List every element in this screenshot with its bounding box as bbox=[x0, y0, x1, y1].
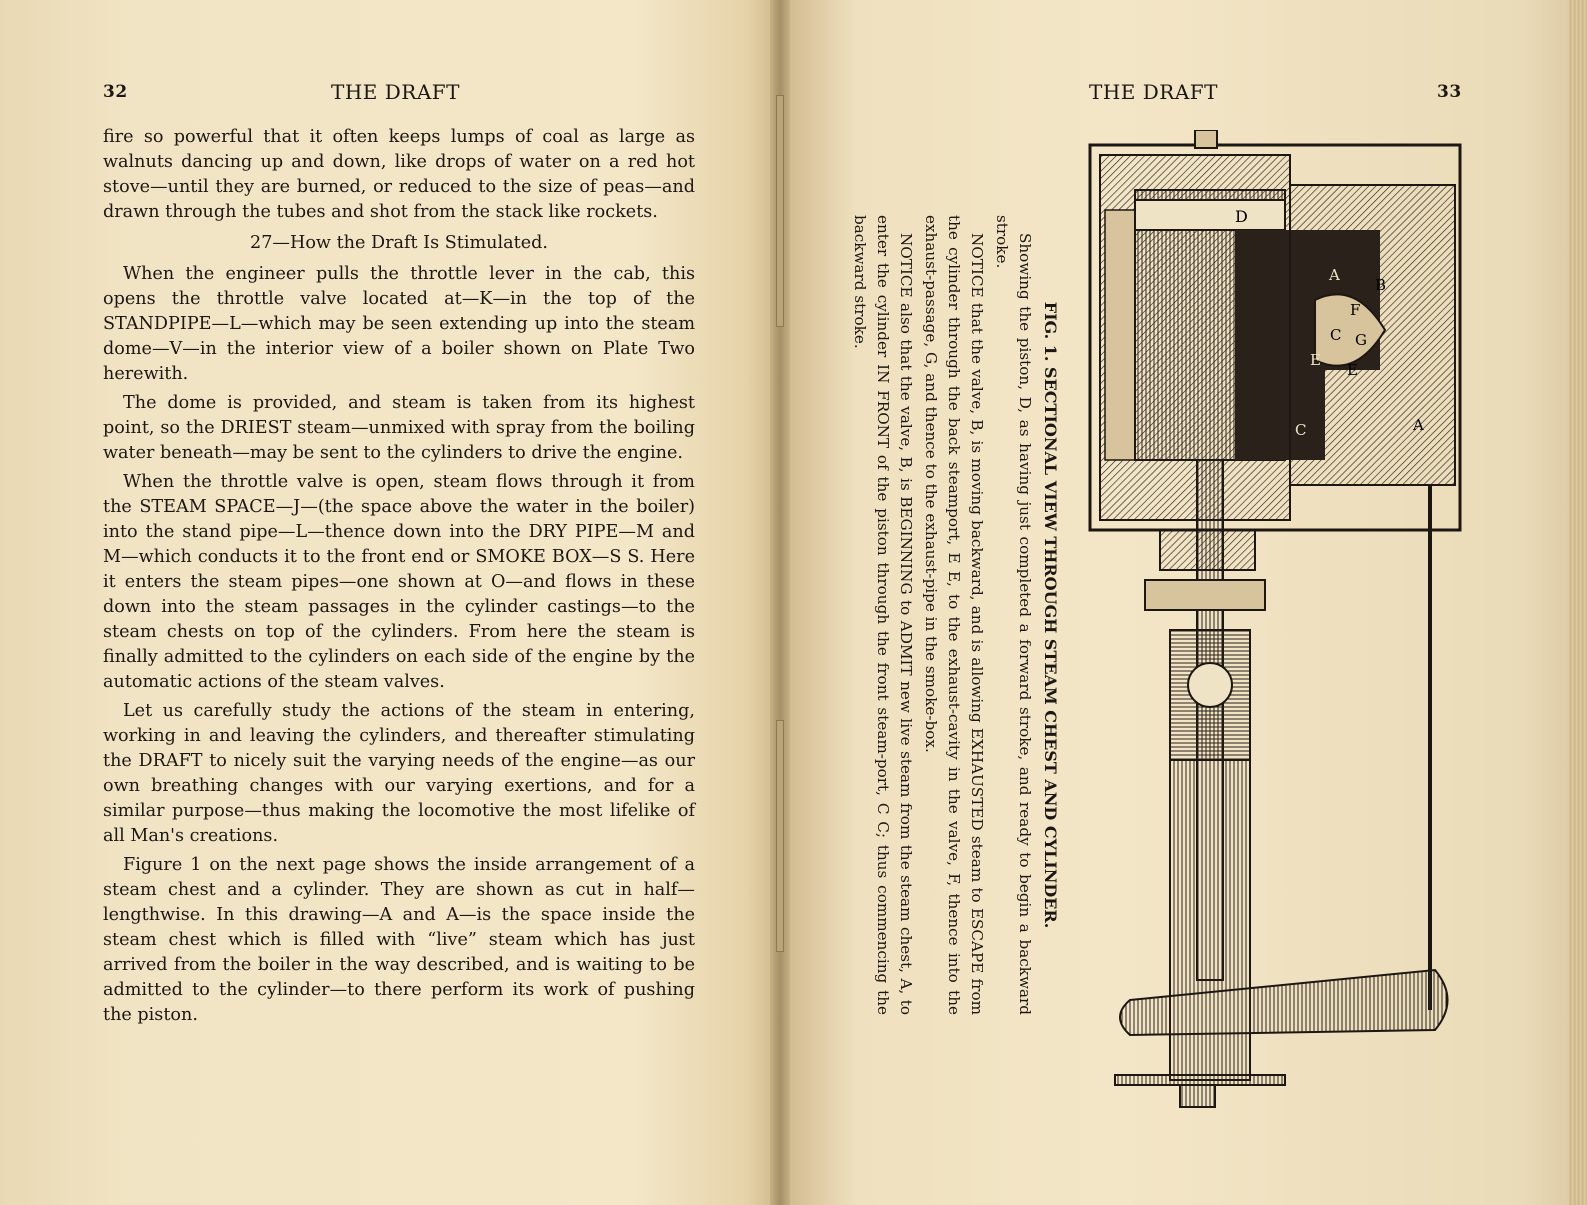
page-edge bbox=[1569, 0, 1587, 1205]
label-g: G bbox=[1355, 331, 1367, 349]
label-e2: E bbox=[1347, 361, 1358, 379]
label-b: B bbox=[1375, 276, 1387, 294]
paragraph: Figure 1 on the next page shows the inside arrangement of a steam chest and a cylinder. They are shown as cut in half—lengthwise. In this drawing—A and A—is the space inside the steam chest which is filled with “live” steam which has just arrived from the boiler in the way described, and is waiting to be admitted to the cylinder—to there perform its work of pushing the piston. bbox=[103, 855, 695, 1025]
running-title-right: THE DRAFT bbox=[1089, 80, 1218, 104]
section-heading: 27—How the Draft Is Stimulated. bbox=[250, 233, 548, 253]
paragraph: The dome is provided, and steam is taken from its highest point, so the DRIEST steam—unmixed with spray from the boiling water beneath—may be sent to the cylinders to drive the engine. bbox=[103, 393, 695, 463]
caption-line: NOTICE that the valve, B, is moving backward, and is allowing EXHAUSTED steam to ESCAPE from the cylinder through the back steamport, E E, to the exhaust-cavity in the valve, F, thence into the exhaust-passage, G, and thence to the exhaust-pipe in the smoke-box. bbox=[922, 215, 986, 1015]
binding-staple-bottom bbox=[776, 720, 784, 952]
paragraph: Let us carefully study the actions of the steam in entering, working in and leaving the cylinders, and thereafter stimulating the DRAFT to nicely suit the varying needs of the engine—as our own breathing changes with our varying exertions, and for a similar purpose—thus making the locomotive the most lifelike of all Man's creations. bbox=[103, 701, 695, 846]
steam-chest-cylinder-diagram bbox=[1085, 130, 1465, 1110]
page-number-right: 33 bbox=[1437, 82, 1462, 102]
label-f: F bbox=[1350, 301, 1361, 319]
body-text bbox=[103, 125, 695, 1032]
binding-staple-top bbox=[776, 95, 784, 327]
label-c2: C bbox=[1295, 421, 1307, 439]
paragraph: When the engineer pulls the throttle lever in the cab, this opens the throttle valve located at—K—in the top of the STANDPIPE—L—which may be seen extending up into the steam dome—V—in the interior view of a boiler shown on Plate Two herewith. bbox=[103, 264, 695, 384]
paragraph: fire so powerful that it often keeps lumps of coal as large as walnuts dancing up and down, like drops of water on a red hot stove—until they are burned, or reduced to the size of peas—and drawn through the tubes and shot from the stack like rockets. bbox=[103, 127, 695, 222]
running-title: THE DRAFT bbox=[331, 80, 460, 104]
paragraph: When the throttle valve is open, steam flows through it from the STEAM SPACE—J—(the space above the water in the boiler) into the stand pipe—L—thence down into the DRY PIPE—M and M—which conducts it to the front end or SMOKE BOX—S S. Here it enters the steam pipes—one shown at O—and flows in these down into the steam passages in the cylinder castings—to the steam chests on top of the cylinders. From here the steam is finally admitted to the cylinders on each side of the engine by the automatic actions of the steam valves. bbox=[103, 472, 695, 692]
page-number: 32 bbox=[103, 82, 128, 102]
figure-caption bbox=[851, 215, 1062, 1015]
label-d: D bbox=[1235, 207, 1248, 226]
caption-line: NOTICE also that the valve, B, is BEGINNING to ADMIT new live steam from the steam chest, A, to enter the cylinder IN FRONT of the piston through the front steam-port, C C; thus commencing the backward stroke. bbox=[851, 215, 915, 1015]
label-a2: A bbox=[1413, 416, 1424, 434]
left-page bbox=[0, 0, 770, 1205]
label-c1: C bbox=[1330, 326, 1342, 344]
caption-line: Showing the piston, D, as having just completed a forward stroke, and ready to begin a backward stroke. bbox=[993, 215, 1034, 1015]
label-a1: A bbox=[1329, 266, 1340, 284]
figure-title: FIG. 1. SECTIONAL VIEW THROUGH STEAM CHEST AND CYLINDER. bbox=[1041, 301, 1060, 929]
label-e1: E bbox=[1310, 351, 1321, 369]
